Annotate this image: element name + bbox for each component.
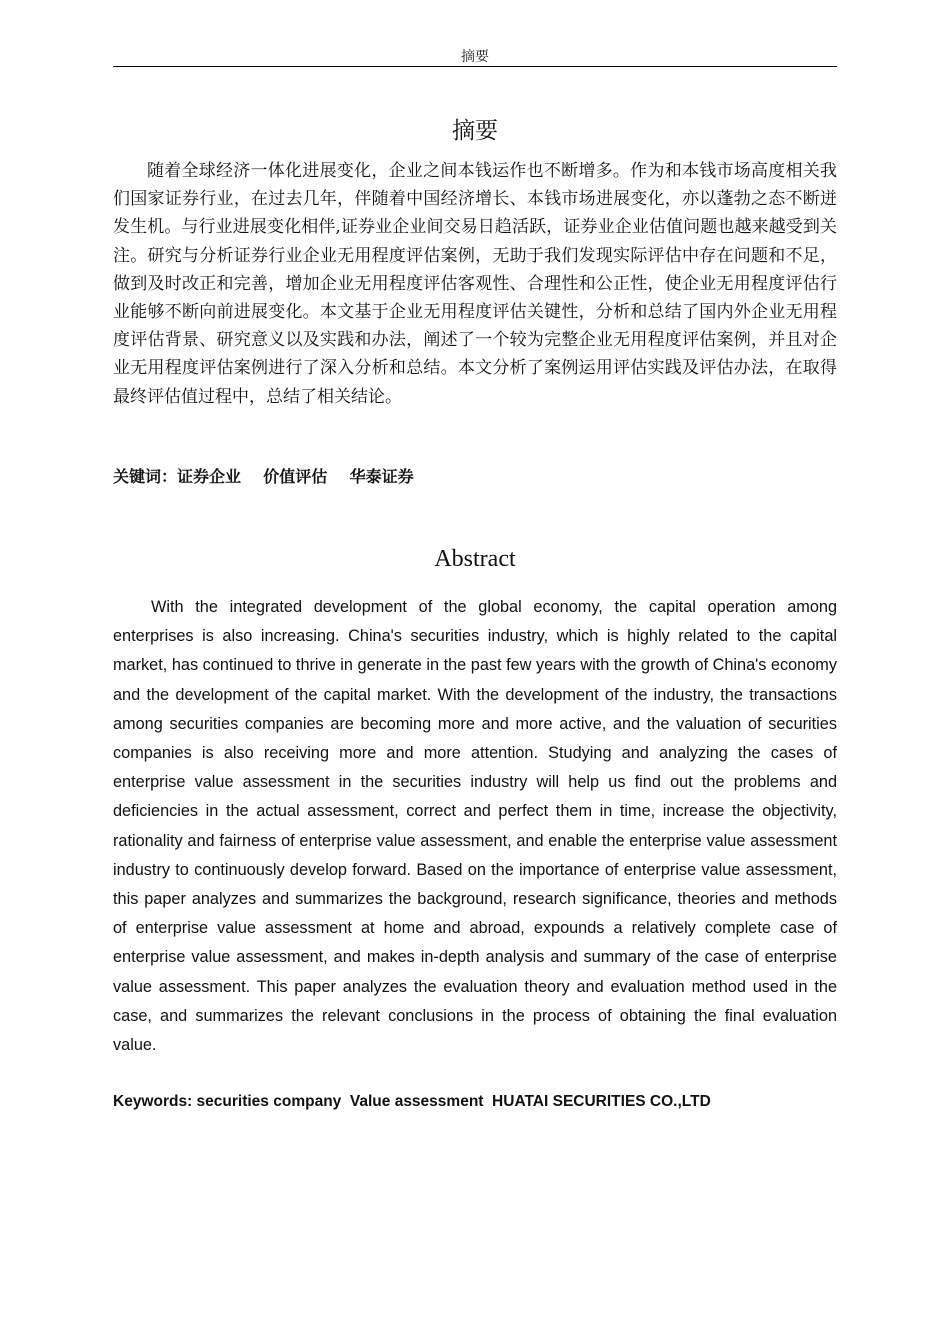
chinese-keywords: 关键词：证券企业 价值评估 华泰证券 xyxy=(113,467,414,486)
english-keywords: Keywords: securities company Value assessment HUATAI SECURITIES CO.,LTD xyxy=(113,1093,711,1110)
header-rule xyxy=(113,66,837,67)
english-abstract-body: With the integrated development of the global economy, the capital operation among enterprises is also increasing. China's securities industry, which is highly related to the capital market, has continued to thrive in generate in the past few years with the growth of China's economy and the development of the capital market. With the development of the industry, the transactions among securities companies are becoming more and more active, and the valuation of securities companies is also receiving more and more attention. Studying and analyzing the cases of enterprise value assessment in the securities industry will help us find out the problems and deficiencies in the actual assessment, correct and perfect them in time, increase the objectivity, rationality and fairness of enterprise value assessment, and enable the enterprise value assessment industry to continuously develop forward. Based on the importance of enterprise value assessment, this paper analyzes and summarizes the background, research significance, theories and methods of enterprise value assessment at home and abroad, expounds a relatively complete case of enterprise value assessment, and makes in-depth analysis and summary of the case of enterprise value assessment. This paper analyzes the evaluation theory and evaluation method used in the case, and summarizes the relevant conclusions in the process of obtaining the final evaluation value. xyxy=(113,598,837,1055)
chinese-abstract-title: 摘要 xyxy=(452,118,498,144)
chinese-abstract-body: 随着全球经济一体化进展变化，企业之间本钱运作也不断增多。作为和本钱市场高度相关我们国家证券行业，在过去几年，伴随着中国经济增长、本钱市场进展变化，亦以蓬勃之态不断迸发生机。与行业进展变化相伴,证券业企业间交易日趋活跃，证券业企业估值问题也越来越受到关注。研究与分析证券行业企业无用程度评估案例，无助于我们发现实际评估中存在问题和不足，做到及时改正和完善，增加企业无用程度评估客观性、合理性和公正性，使企业无用程度评估行业能够不断向前进展变化。本文基于企业无用程度评估关键性，分析和总结了国内外企业无用程度评估背景、研究意义以及实践和办法，阐述了一个较为完整企业无用程度评估案例，并且对企业无用程度评估案例进行了深入分析和总结。本文分析了案例运用评估实践及评估办法，在取得最终评估值过程中，总结了相关结论。 xyxy=(113,161,837,407)
english-abstract-title: Abstract xyxy=(434,546,516,572)
running-header: 摘要 xyxy=(461,49,489,65)
